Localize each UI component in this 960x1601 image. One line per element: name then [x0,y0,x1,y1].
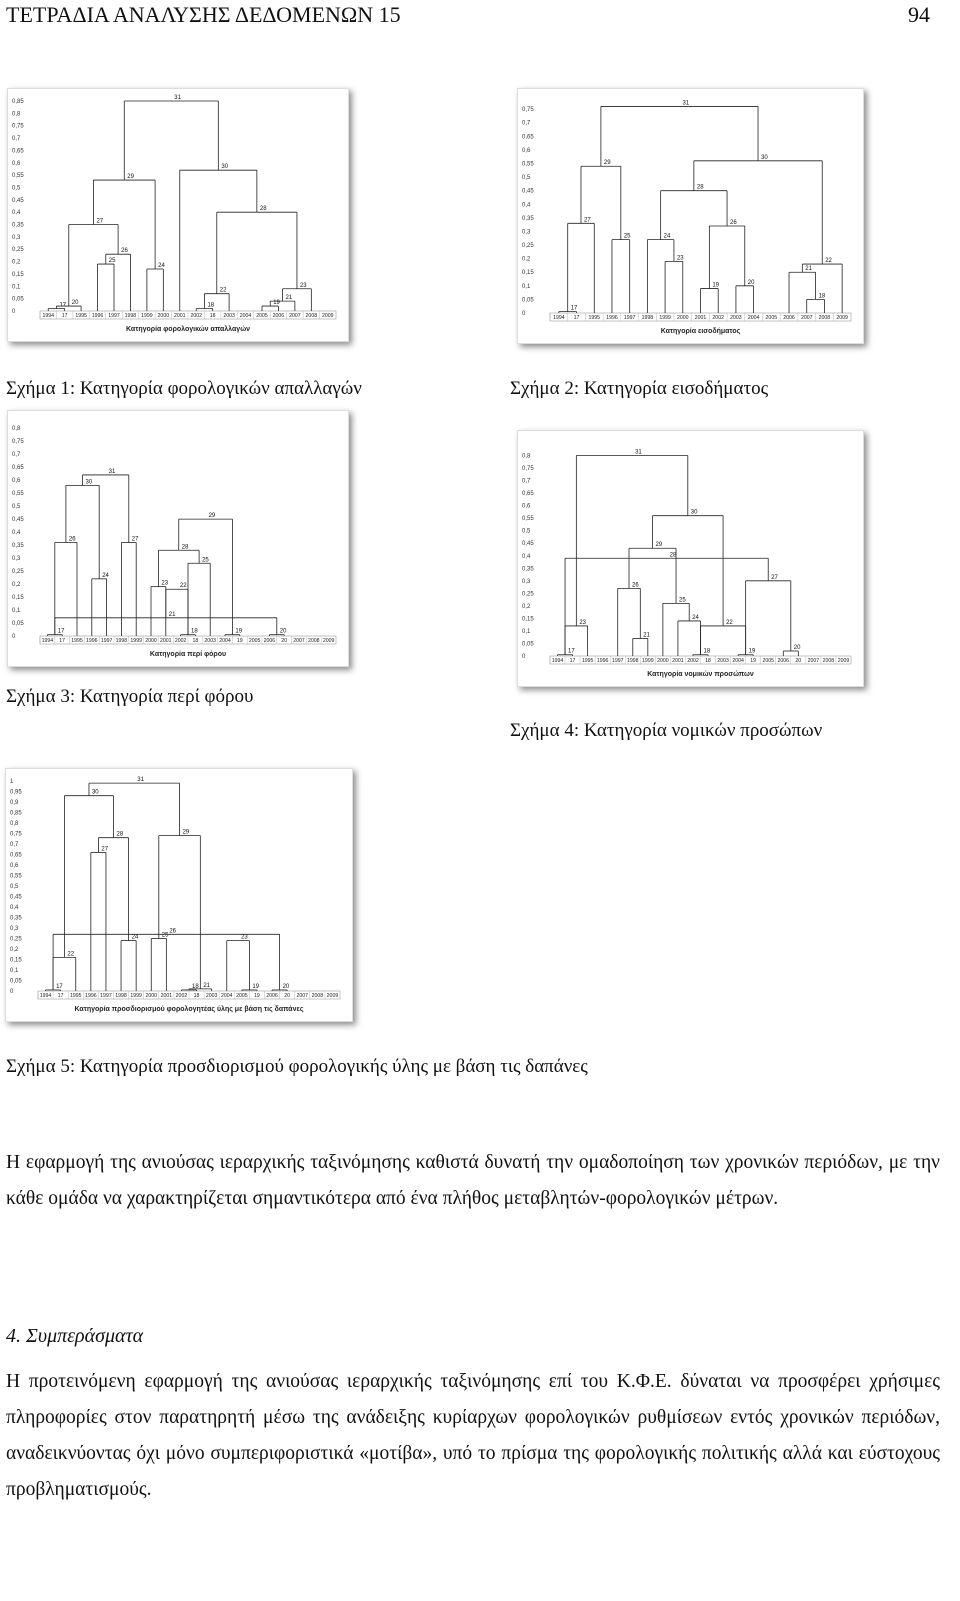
y-tick-label: 0,2 [12,582,21,589]
y-tick-label: 0,9 [10,800,19,806]
leaf-label: 2003 [717,658,729,664]
leaf-label: 2007 [293,638,305,644]
leaf-label: 2004 [239,313,252,319]
y-tick-label: 0,25 [522,591,534,598]
figure-5-dendrogram [5,768,353,1022]
node-label: 17 [57,628,65,635]
node-label: 30 [761,154,768,161]
leaf-label: 19 [236,638,243,644]
leaf-label: 18 [705,658,711,664]
leaf-label: 2000 [657,658,669,664]
node-label: 25 [161,932,169,939]
y-tick-label: 0,35 [522,215,534,222]
node-label: 21 [168,611,176,618]
leaf-label: 2004 [220,993,233,999]
leaf-label: 1998 [124,313,137,319]
node-label: 24 [102,572,109,579]
leaf-label: 17 [61,313,68,319]
node-label: 21 [203,982,211,989]
leaf-label: 20 [281,638,288,644]
leaf-label: 2007 [296,993,309,999]
node-label: 20 [71,300,79,307]
leaf-label: 2001 [160,993,173,999]
y-tick-label: 0,6 [522,503,531,510]
node-label: 19 [748,648,756,655]
y-tick-label: 0,3 [522,229,531,236]
y-tick-label: 0,4 [522,553,531,560]
leaf-label: 19 [254,993,260,999]
node-label: 21 [285,295,293,302]
node-label: 26 [632,582,639,589]
leaf-label: 2007 [800,315,813,321]
node-label: 29 [127,174,134,181]
node-label: 18 [703,648,711,655]
y-tick-label: 0,35 [12,222,24,229]
x-axis-label: Κατηγορία φορολογικών απαλλαγών [126,326,250,333]
leaf-label: 19 [750,658,757,664]
y-tick-label: 0,6 [12,160,21,167]
y-tick-label: 0,05 [10,978,22,985]
node-label: 18 [192,983,199,990]
y-tick-label: 0,5 [12,185,21,192]
node-label: 26 [730,220,737,227]
node-label: 27 [771,574,778,581]
figure-1-dendrogram [7,88,349,342]
node-label: 22 [726,619,733,626]
y-tick-label: 0,15 [12,271,24,278]
y-tick-label: 0,65 [10,852,22,859]
body-paragraph-2: Η προτεινόμενη εφαρμογή της ανιούσας ιεραρχικής ταξινόμησης επί του Κ.Φ.Ε. δύναται να προσφέρει χρήσιμες πληροφορίες στον παρατηρητή μέσω της ανάδειξης κυρίαρχων φορολογικών ρυθμίσεων εντός χρονικών περιόδων, αναδεικνύοντας όχι μόνο συμπεριφοριστικά «μοτίβα», υπό το πρίσμα της φορολογικής πολιτικής αλλά και εύστοχους προβληματισμούς. [6,1371,940,1500]
figure-2-dendrogram [517,88,864,344]
y-tick-label: 0,55 [522,161,534,168]
leaf-label: 1999 [141,313,153,319]
figure-3-dendrogram [7,410,349,667]
y-tick-label: 0,75 [522,107,534,114]
node-label: 26 [68,536,76,543]
leaf-label: 2004 [219,638,231,644]
node-label: 25 [679,597,686,604]
leaf-label: 17 [573,315,580,321]
leaf-label: 2000 [145,993,158,999]
y-tick-label: 0,55 [12,491,24,498]
leaf-label: 2002 [174,638,187,644]
node-label: 29 [208,513,216,520]
leaf-label: 1999 [130,638,142,644]
leaf-label: 1995 [71,638,83,644]
y-tick-label: 0,05 [522,641,534,648]
leaf-label: 2003 [205,993,218,999]
y-tick-label: 0,25 [12,569,24,576]
y-tick-label: 0 [522,311,526,317]
leaf-label: 2004 [747,315,760,321]
node-label: 30 [85,479,93,486]
y-tick-label: 0,7 [12,136,21,143]
y-tick-label: 0,4 [10,905,19,911]
node-label: 20 [282,983,290,990]
leaf-label: 2000 [145,638,157,644]
leaf-label: 2007 [289,313,301,319]
node-label: 21 [643,632,650,639]
leaf-label: 2003 [204,638,216,644]
leaf-label: 1994 [42,313,54,319]
leaf-label: 1998 [627,658,639,664]
y-tick-label: 0,45 [12,197,24,204]
y-tick-label: 0,4 [12,210,21,217]
y-tick-label: 0,8 [12,111,21,118]
y-tick-label: 0,2 [522,603,531,610]
y-tick-label: 0,65 [522,134,534,141]
y-tick-label: 0,1 [522,283,531,290]
node-label: 19 [252,983,260,990]
y-tick-label: 1 [10,779,14,785]
y-tick-label: 0,4 [522,202,531,209]
leaf-label: 17 [569,658,576,664]
leaf-label: 2006 [272,313,285,319]
leaf-label: 20 [284,993,291,999]
y-tick-label: 0,35 [10,915,22,922]
leaf-label: 1998 [115,993,127,999]
y-tick-label: 0,45 [12,517,24,524]
leaf-label: 1997 [100,993,112,999]
node-label: 23 [299,282,307,289]
y-tick-label: 0,6 [12,478,21,485]
y-tick-label: 0 [12,309,16,315]
leaf-label: 1995 [69,993,82,999]
node-label: 22 [219,287,227,294]
y-tick-label: 0,15 [10,957,22,964]
y-tick-label: 0,65 [12,465,24,472]
leaf-label: 1996 [91,313,104,319]
y-tick-label: 0 [10,989,14,995]
y-tick-label: 0,45 [522,188,534,195]
leaf-label: 18 [193,993,200,999]
leaf-label: 1994 [41,638,54,644]
node-label: 25 [108,258,116,265]
y-tick-label: 0,8 [10,821,19,827]
y-tick-label: 0,55 [522,516,534,523]
leaf-label: 18 [192,638,199,644]
x-axis-label: Κατηγορία περί φόρου [149,651,227,658]
y-tick-label: 0,2 [12,259,21,266]
leaf-label: 2003 [223,313,235,319]
figure-4-caption: Σχήμα 4: Κατηγορία νομικών προσώπων [510,720,823,741]
leaf-label: 20 [795,658,802,664]
leaf-label: 2006 [266,993,278,999]
node-label: 19 [712,282,720,289]
leaf-label: 2005 [765,315,778,321]
y-tick-label: 0,15 [522,616,534,623]
leaf-label: 2006 [783,315,795,321]
figure-3-caption: Σχήμα 3: Κατηγορία περί φόρου [6,686,254,707]
y-tick-label: 0,5 [12,504,21,511]
node-label: 28 [181,544,189,551]
node-label: 22 [825,258,832,265]
y-tick-label: 0,1 [12,608,21,615]
node-label: 20 [279,628,287,635]
node-label: 30 [221,164,229,171]
node-label: 27 [96,218,104,225]
y-tick-label: 0,15 [522,270,534,277]
node-label: 30 [91,789,99,796]
y-tick-label: 0,1 [522,628,531,635]
leaf-label: 2004 [732,658,744,664]
node-label: 22 [67,951,75,958]
y-tick-label: 0,2 [10,947,19,953]
leaf-label: 2006 [777,658,790,664]
node-label: 19 [235,628,243,635]
node-label: 28 [259,206,267,213]
y-tick-label: 0,1 [12,284,21,291]
y-tick-label: 0,55 [12,173,24,180]
dendrogram-chart [8,89,348,341]
node-label: 29 [655,542,663,549]
node-label: 20 [793,644,801,651]
y-tick-label: 0,25 [522,243,534,250]
node-label: 29 [603,160,611,167]
y-tick-label: 0,65 [12,148,24,155]
y-tick-label: 0,15 [12,595,24,602]
y-tick-label: 0,05 [522,297,534,304]
y-tick-label: 0,6 [10,863,19,869]
node-label: 27 [131,536,139,543]
y-tick-label: 0,8 [12,426,21,433]
y-tick-label: 0,3 [522,578,531,585]
leaf-label: 18 [209,313,216,319]
leaf-label: 2002 [687,658,699,664]
node-label: 23 [579,619,587,626]
leaf-label: 2003 [730,315,742,321]
node-label: 28 [116,831,124,838]
node-label: 30 [690,509,698,516]
y-tick-label: 0 [12,634,16,640]
node-label: 31 [108,468,116,475]
node-label: 23 [241,934,248,941]
node-label: 24 [158,263,165,269]
leaf-label: 1996 [606,315,618,321]
y-tick-label: 0,85 [12,99,24,105]
figure-2-caption: Σχήμα 2: Κατηγορία εισοδήματος [510,378,769,399]
dendrogram-chart [518,431,863,686]
leaf-label: 2001 [694,315,707,321]
y-tick-label: 0,4 [12,530,21,537]
y-tick-label: 0,75 [522,466,534,473]
y-tick-label: 0,55 [10,873,22,880]
y-tick-label: 0,45 [522,541,534,548]
node-label: 20 [747,279,755,286]
y-tick-label: 0,85 [10,810,22,817]
leaf-label: 1997 [108,313,120,319]
leaf-label: 2009 [322,313,334,319]
y-tick-label: 0,7 [10,842,19,848]
y-tick-label: 0,45 [10,894,22,901]
node-label: 17 [56,983,63,990]
leaf-label: 1998 [641,315,654,321]
node-label: 24 [663,233,671,240]
body-paragraph-1: Η εφαρμογή της ανιούσας ιεραρχικής ταξινόμησης καθιστά δυνατή την ομαδοποίηση των χρονικών περιόδων, με την κάθε ομάδα να χαρακτηρίζεται σημαντικότερα από ένα πλήθος μεταβλητών-φορολογικών μέτρων. [6,1152,940,1209]
node-label: 24 [131,934,139,941]
leaf-label: 2007 [807,658,820,664]
leaf-label: 2001 [174,313,186,319]
y-tick-label: 0,65 [522,491,534,498]
y-tick-label: 0,05 [12,621,24,628]
leaf-label: 2001 [672,658,684,664]
node-label: 31 [137,777,144,784]
y-tick-label: 0,95 [10,789,22,796]
y-tick-label: 0,35 [522,566,534,573]
leaf-label: 2008 [308,638,320,644]
leaf-label: 2005 [762,658,774,664]
node-label: 24 [692,614,699,621]
y-tick-label: 0,35 [12,543,24,550]
leaf-label: 17 [57,993,64,999]
y-tick-label: 0 [522,654,526,660]
dendrogram-chart [6,769,352,1021]
leaf-label: 1996 [596,658,609,664]
node-label: 28 [696,184,704,191]
leaf-label: 2002 [175,993,188,999]
node-label: 26 [121,248,128,255]
node-label: 31 [174,95,181,101]
node-label: 17 [570,305,578,312]
leaf-label: 1996 [86,638,98,644]
running-header-title: ΤΕΤΡΑΔΙΑ ΑΝΑΛΥΣΗΣ ΔΕΔΟΜΕΝΩΝ 15 [6,2,401,27]
leaf-label: 1997 [623,315,636,321]
leaf-label: 2006 [263,638,276,644]
node-label: 27 [101,846,109,853]
leaf-label: 1997 [611,658,624,664]
y-tick-label: 0,3 [12,556,21,563]
leaf-label: 1998 [115,638,128,644]
y-tick-label: 0,7 [522,120,531,127]
leaf-label: 1996 [85,993,97,999]
x-axis-label: Κατηγορία προσδιορισμού φορολογητέας ύλης με βάση τις δαπάνες [74,1006,304,1013]
dendrogram-chart [518,89,863,343]
leaf-label: 1999 [130,993,142,999]
node-label: 31 [635,449,642,456]
leaf-label: 2009 [322,638,335,644]
node-label: 25 [202,557,209,564]
leaf-label: 1995 [75,313,87,319]
leaf-label: 1995 [581,658,594,664]
leaf-label: 1995 [588,315,601,321]
section-heading: 4. Συμπεράσματα [6,1325,144,1347]
y-tick-label: 0,3 [12,234,21,241]
leaf-label: 2005 [236,993,248,999]
leaf-label: 17 [59,638,66,644]
leaf-label: 1997 [100,638,113,644]
leaf-label: 1994 [553,315,565,321]
node-label: 21 [805,266,812,273]
leaf-label: 2000 [157,313,170,319]
leaf-label: 2002 [712,315,724,321]
y-tick-label: 0,05 [12,296,24,303]
node-label: 29 [182,829,190,836]
y-tick-label: 0,7 [522,478,531,485]
node-label: 27 [583,217,591,224]
leaf-label: 2008 [822,658,835,664]
y-tick-label: 0,7 [12,452,21,459]
leaf-label: 2009 [836,315,848,321]
node-label: 23 [676,255,684,262]
node-label: 18 [207,302,215,309]
node-label: 17 [568,648,575,655]
leaf-label: 1999 [659,315,671,321]
node-label: 26 [169,928,177,935]
leaf-label: 2008 [305,313,318,319]
node-label: 18 [191,628,198,635]
leaf-label: 2009 [326,993,339,999]
leaf-label: 2008 [311,993,324,999]
leaf-label: 2009 [837,658,850,664]
figure-5-caption: Σχήμα 5: Κατηγορία προσδιορισμού φορολογικής ύλης με βάση τις δαπάνες [6,1056,588,1077]
node-label: 22 [179,583,187,590]
y-tick-label: 0,2 [522,256,531,263]
node-label: 17 [59,302,67,309]
leaf-label: 2001 [160,638,172,644]
y-tick-label: 0,8 [522,453,531,460]
leaf-label: 1994 [39,993,52,999]
x-axis-label: Κατηγορία εισοδήματος [660,328,741,335]
node-label: 18 [818,293,826,300]
y-tick-label: 0,75 [10,831,22,838]
node-label: 19 [273,300,280,307]
y-tick-label: 0,25 [12,247,24,254]
y-tick-label: 0,5 [522,528,531,535]
node-label: 25 [623,233,631,240]
leaf-label: 2002 [190,313,202,319]
x-axis-label: Κατηγορία νομικών προσώπων [647,671,754,678]
y-tick-label: 0,6 [522,147,531,154]
figure-1-caption: Σχήμα 1: Κατηγορία φορολογικών απαλλαγών [6,378,362,399]
y-tick-label: 0,3 [10,926,19,932]
node-label: 28 [669,552,677,559]
dendrogram-chart [8,411,348,666]
leaf-label: 1994 [551,658,564,664]
node-label: 23 [161,580,169,587]
leaf-label: 2005 [256,313,268,319]
figure-4-dendrogram [517,430,864,687]
y-tick-label: 0,75 [12,439,24,446]
y-tick-label: 0,75 [12,123,24,130]
leaf-label: 1999 [642,658,654,664]
leaf-label: 2000 [677,315,689,321]
page-number: 94 [908,2,930,27]
y-tick-label: 0,5 [522,175,531,182]
y-tick-label: 0,25 [10,936,22,943]
leaf-label: 2008 [818,315,831,321]
y-tick-label: 0,5 [10,884,19,890]
node-label: 31 [682,100,690,107]
y-tick-label: 0,1 [10,968,19,974]
leaf-label: 2005 [248,638,261,644]
